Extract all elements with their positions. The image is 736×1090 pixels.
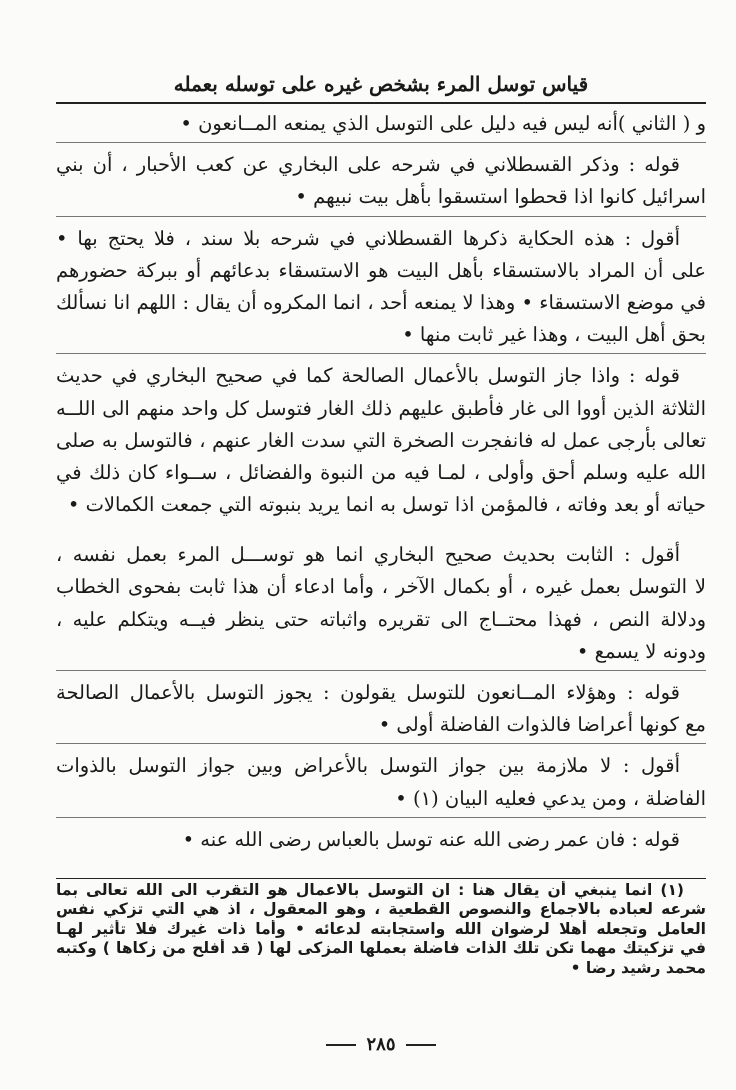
footnote: [56, 881, 706, 978]
dash-right: [406, 1044, 436, 1046]
text-line: أقول : لا ملازمة بين جواز التوسل بالأعراض وبين جواز التوسل بالذوات: [56, 754, 680, 778]
paragraph: [56, 750, 706, 817]
footnote-line: محمد رشيد رضا •: [570, 958, 706, 977]
footnote-line: (١) انما ينبغي أن يقال هنا : ان التوسل بالاعمال هو التقرب الى الله تعالى بما: [56, 880, 684, 899]
footnote-line: العامل وتجعله أهلا لرضوان الله واستجابته لدعائه • وأما ذات غيرك فلا تأثير لهـا: [56, 919, 706, 938]
text-line: أقول : هذه الحكاية ذكرها القسطلاني في شرحه بلا سند ، فلا يحتج بها •: [56, 226, 680, 250]
paragraph: [56, 539, 706, 671]
text-line: أقول : الثابت بحديث صحيح البخاري انما هو توســـل المرء بعمل نفسه ،: [56, 543, 680, 567]
text-line: قوله : وهؤلاء المــانعون للتوسل يقولون : يجوز التوسل بالأعمال الصالحة: [56, 681, 680, 704]
text-line: قوله : واذا جاز التوسل بالأعمال الصالحة كما في صحيح البخاري في حديث: [56, 364, 680, 388]
text-line: الثلاثة الذين أووا الى غار فأطبق عليهم ذلك الغار فتوسل كل واحد منهم الى اللــه: [56, 396, 706, 420]
footnote-line: في تزكيتك مهما تكن تلك الذات فاضلة بعملها المزكى لها ( قد أفلح من زكاها ) وكتبه: [56, 939, 706, 958]
paragraph: [56, 677, 706, 744]
text-line: الفاضلة ، ومن يدعي فعليه البيان (١) •: [395, 786, 706, 810]
book-page: [56, 66, 706, 1066]
page-number: [56, 1034, 706, 1055]
text-line: على أن المراد بالاستسقاء بأهل البيت هو الاستسقاء بدعائهم أو ببركة حضورهم: [56, 258, 706, 282]
text-line: اسرائيل كانوا اذا قحطوا استسقوا بأهل بيت نبيهم •: [295, 185, 706, 209]
text-line: في موضع الاستسقاء • وهذا لا يمنعه أحد ، انما المكروه أن يقال : اللهم انا نسألك: [56, 290, 706, 314]
text-line: ودونه لا يسمع •: [576, 639, 706, 663]
text-line: بحق أهل البيت ، وهذا غير ثابت منها •: [402, 323, 706, 347]
text-line: تعالى بأرجى عمل له فانفجرت الصخرة التي سدت الغار عنهم ، فالتوسل به صلى: [56, 428, 706, 452]
text-line: الله عليه وسلم أحق وأولى ، لمـا فيه من النبوة والفضائل ، ســواء كان ذلك في: [56, 460, 706, 484]
page-number-value: ٢٨٥: [366, 1034, 396, 1055]
paragraph: [56, 108, 706, 143]
text-line: ودلالة النص ، فهذا محتــاج الى تقريره واثباته حتى ينظر فيــه ويتكلم عليه ،: [56, 607, 706, 631]
text-line: لا التوسل بعمل غيره ، أو بكمال الآخر ، وأما ادعاء أن هذا ثابت بفحوى الخطاب: [56, 575, 706, 599]
text-line: قوله : وذكر القسطلاني في شرحه على البخاري عن كعب الأحبار ، أن بني: [56, 153, 680, 177]
running-title: قياس توسل المرء بشخص غيره على توسله بعمله: [56, 66, 706, 104]
footnote-divider: [56, 878, 706, 879]
text-line: قوله : فان عمر رضى الله عنه توسل بالعباس رضى الله عنه •: [182, 827, 680, 851]
footnote-line: شرعه لعباده بالاجماع والنصوص القطعية ، وهو المعقول ، اذ هي التي تزكي نفس: [56, 900, 706, 919]
paragraph: [56, 824, 706, 856]
paragraph: [56, 149, 706, 216]
text-line: حياته أو بعد وفاته ، فالمؤمن اذا توسل به انما يريد بنبوته التي جمعت الكمالات •: [67, 493, 706, 517]
main-text: [56, 108, 706, 856]
text-line: مع كونها أعراضا فالذوات الفاضلة أولى •: [378, 713, 706, 737]
paragraph: [56, 360, 706, 521]
text-line: و ( الثاني )أنه ليس فيه دليل على التوسل الذي يمنعه المــانعون •: [180, 112, 706, 135]
paragraph: [56, 223, 706, 355]
dash-left: [326, 1044, 356, 1046]
